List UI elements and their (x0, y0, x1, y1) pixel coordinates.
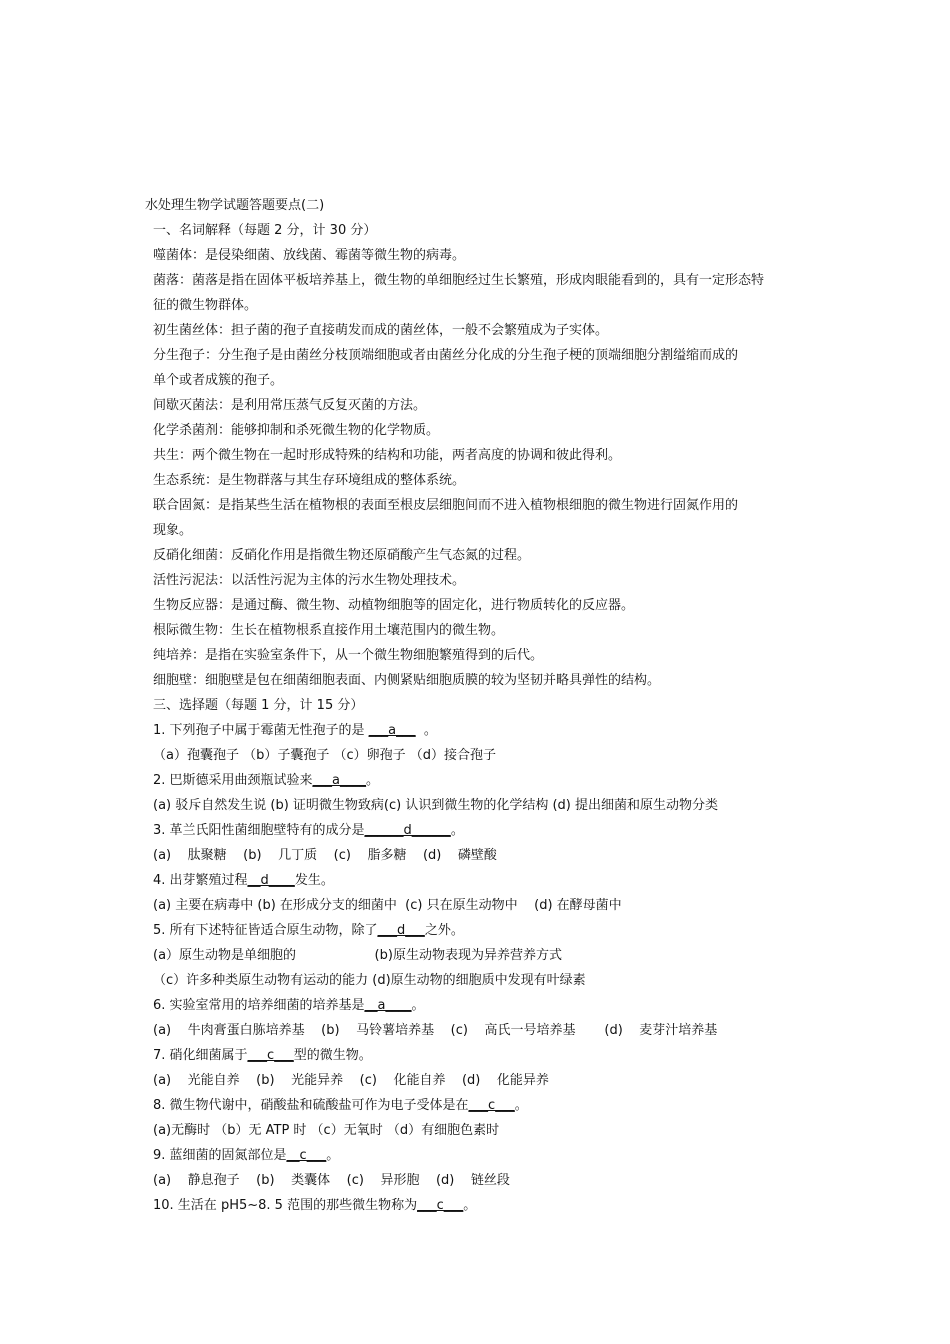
questions-list (145, 718, 825, 1218)
definition-line: 共生：两个微生物在一起时形成特殊的结构和功能，两者高度的协调和彼此得利。 (153, 448, 622, 463)
section-definitions-heading: 一、名词解释（每题 2 分，计 30 分） (153, 223, 377, 238)
options-line: (a)无酶时 （b）无 ATP 时 （c）无氧时 （d）有细胞色素时 (153, 1123, 500, 1138)
answer-blank: ______d______ (364, 823, 451, 838)
definition-line: 单个或者成簇的孢子。 (153, 373, 284, 388)
definition-line: 纯培养：是指在实验室条件下，从一个微生物细胞繁殖得到的后代。 (153, 648, 544, 663)
answer-blank: ___d___ (377, 923, 425, 938)
question-line: 10. 生活在 pH5~8. 5 范围的那些微生物称为___c___。 (153, 1198, 477, 1213)
definition-line: 征的微生物群体。 (153, 298, 258, 313)
question-line: 3. 革兰氏阳性菌细胞壁特有的成分是______d______。 (153, 823, 464, 838)
answer-blank: __a____ (364, 998, 412, 1013)
definition-line: 分生孢子：分生孢子是由菌丝分枝顶端细胞或者由菌丝分化成的分生孢子梗的顶端细胞分割缢缩而成的 (153, 348, 739, 363)
question-line: 5. 所有下述特征皆适合原生动物，除了___d___之外。 (153, 923, 464, 938)
definitions-list (145, 243, 825, 693)
question-line: 2. 巴斯德采用曲颈瓶试验来___a____。 (153, 773, 380, 788)
document-content (145, 193, 825, 1218)
answer-blank: ___c___ (247, 1048, 294, 1063)
definition-line: 细胞壁：细胞壁是包在细菌细胞表面、内侧紧贴细胞质膜的较为坚韧并略具弹性的结构。 (153, 673, 661, 688)
options-line: （c）许多种类原生动物有运动的能力 (d)原生动物的细胞质中发现有叶绿素 (153, 973, 586, 988)
definition-line: 化学杀菌剂：能够抑制和杀死微生物的化学物质。 (153, 423, 440, 438)
definition-line: 噬菌体：是侵染细菌、放线菌、霉菌等微生物的病毒。 (153, 248, 466, 263)
options-line: (a）原生动物是单细胞的 (b)原生动物表现为异养营养方式 (153, 948, 562, 963)
options-line: (a) 驳斥自然发生说 (b) 证明微生物致病(c) 认识到微生物的化学结构 (d) 提出细菌和原生动物分类 (153, 798, 718, 813)
options-line: (a) 肽聚糖 (b) 几丁质 (c) 脂多糖 (d) 磷壁酸 (153, 848, 497, 863)
answer-blank: __c___ (286, 1148, 327, 1163)
options-line: (a) 静息孢子 (b) 类囊体 (c) 异形胞 (d) 链丝段 (153, 1173, 510, 1188)
definition-line: 生态系统：是生物群落与其生存环境组成的整体系统。 (153, 473, 466, 488)
doc-title: 水处理生物学试题答题要点(二) (145, 198, 325, 213)
options-line: （a）孢囊孢子 （b）子囊孢子 （c）卵孢子 （d）接合孢子 (153, 748, 497, 763)
question-line: 4. 出芽繁殖过程__d____发生。 (153, 873, 334, 888)
answer-blank: __d____ (247, 873, 295, 888)
definition-line: 活性污泥法：以活性污泥为主体的污水生物处理技术。 (153, 573, 466, 588)
definition-line: 现象。 (153, 523, 193, 538)
definition-line: 根际微生物：生长在植物根系直接作用土壤范围内的微生物。 (153, 623, 505, 638)
answer-blank: ___a____ (312, 773, 367, 788)
options-line: (a) 牛肉膏蛋白胨培养基 (b) 马铃薯培养基 (c) 高氏一号培养基 (d) 麦芽汁培养基 (153, 1023, 718, 1038)
options-line: (a) 主要在病毒中 (b) 在形成分支的细菌中 (c) 只在原生动物中 (d) 在酵母菌中 (153, 898, 622, 913)
answer-blank: ___a___ (368, 723, 416, 738)
definition-line: 菌落：菌落是指在固体平板培养基上，微生物的单细胞经过生长繁殖，形成肉眼能看到的，具有一定形态特 (153, 273, 765, 288)
question-line: 8. 微生物代谢中，硝酸盐和硫酸盐可作为电子受体是在___c___。 (153, 1098, 528, 1113)
definition-line: 反硝化细菌：反硝化作用是指微生物还原硝酸产生气态氮的过程。 (153, 548, 531, 563)
answer-blank: ___c___ (468, 1098, 515, 1113)
question-line: 6. 实验室常用的培养细菌的培养基是__a____。 (153, 998, 425, 1013)
definition-line: 间歇灭菌法：是利用常压蒸气反复灭菌的方法。 (153, 398, 427, 413)
question-line: 7. 硝化细菌属于___c___型的微生物。 (153, 1048, 372, 1063)
question-line: 1. 下列孢子中属于霉菌无性孢子的是 ___a___ 。 (153, 723, 437, 738)
definition-line: 联合固氮：是指某些生活在植物根的表面至根皮层细胞间而不进入植物根细胞的微生物进行固氮作用的 (153, 498, 739, 513)
options-line: (a) 光能自养 (b) 光能异养 (c) 化能自养 (d) 化能异养 (153, 1073, 549, 1088)
section-choice-heading: 三、选择题（每题 1 分，计 15 分） (153, 698, 364, 713)
question-line: 9. 蓝细菌的固氮部位是__c___。 (153, 1148, 340, 1163)
definition-line: 初生菌丝体：担子菌的孢子直接萌发而成的菌丝体，一般不会繁殖成为子实体。 (153, 323, 609, 338)
definition-line: 生物反应器：是通过酶、微生物、动植物细胞等的固定化，进行物质转化的反应器。 (153, 598, 635, 613)
answer-blank: ___c___ (417, 1198, 464, 1213)
